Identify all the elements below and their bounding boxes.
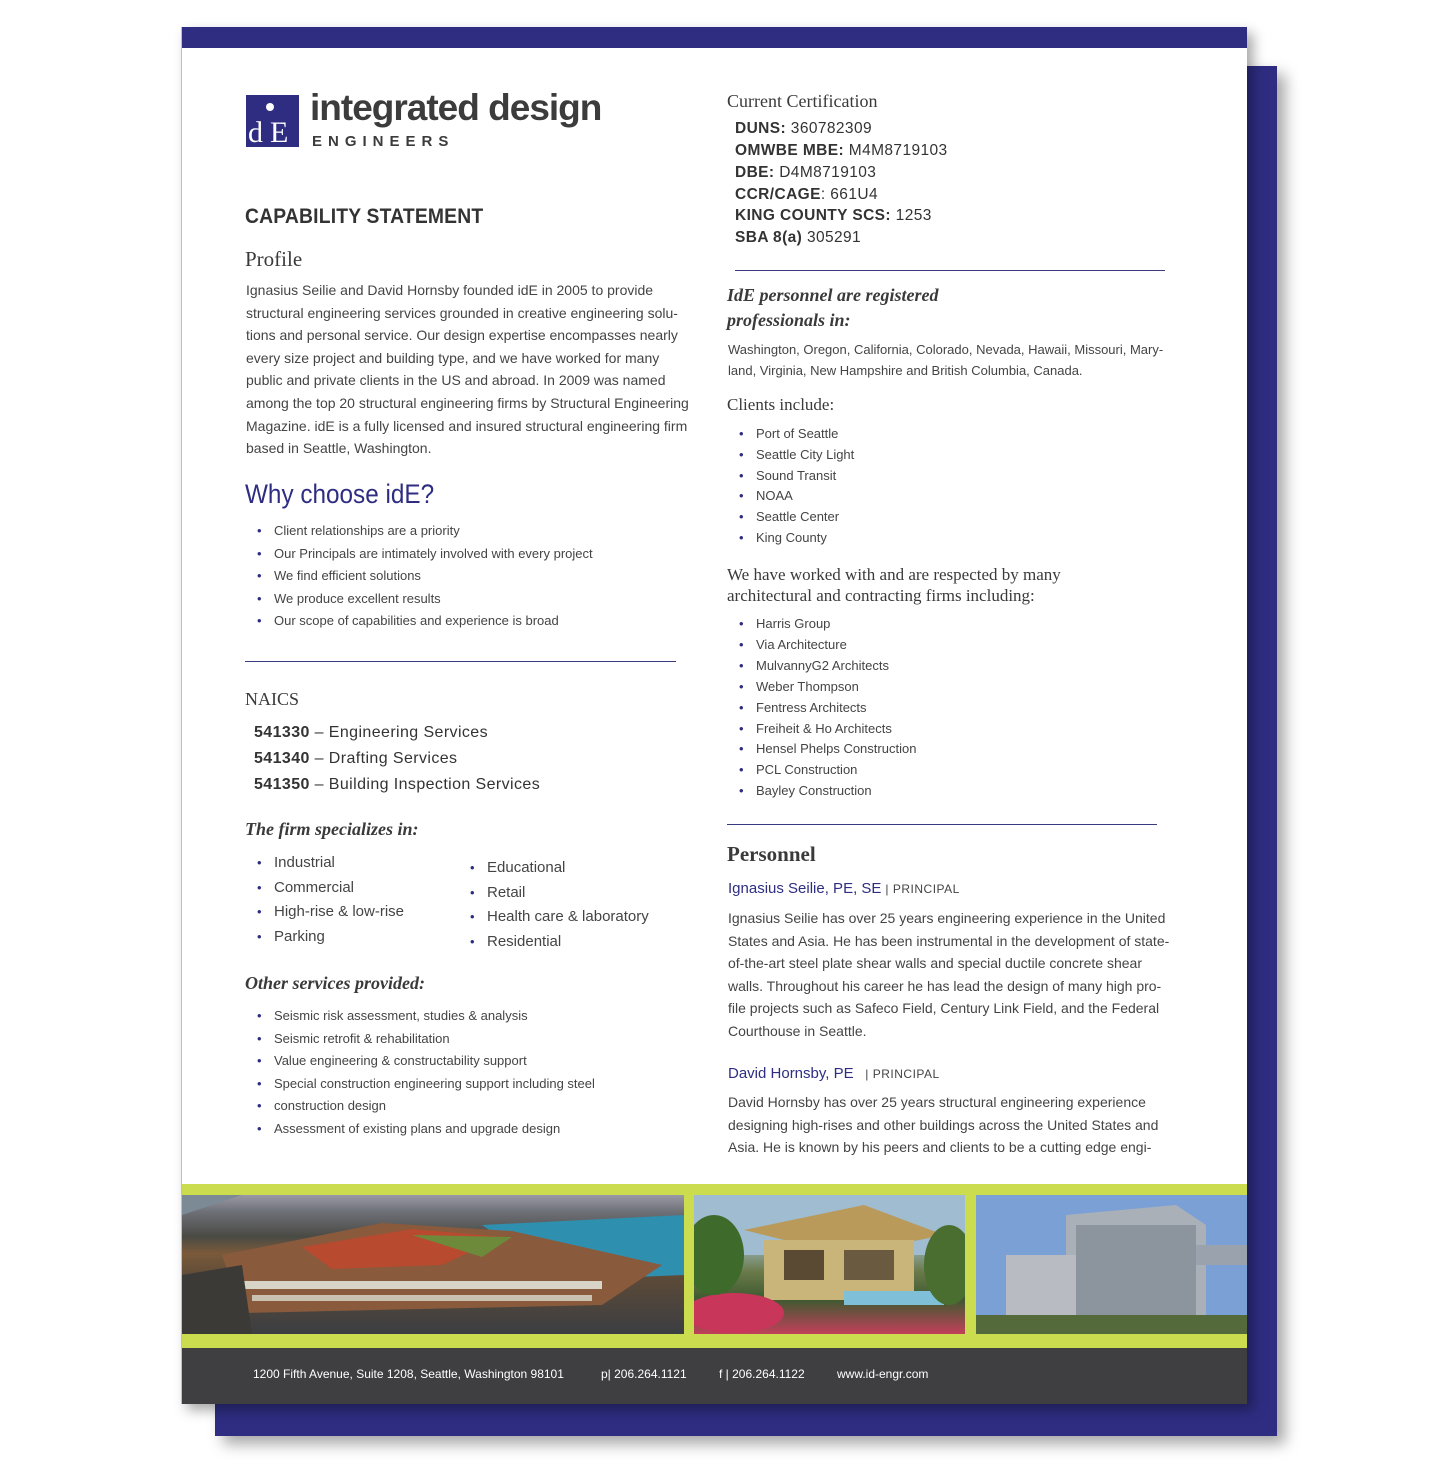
bio-line: Ignasius Seilie has over 25 years engineering experience in the United [728, 910, 1166, 926]
list-item: • King County [728, 528, 1028, 549]
person2-bio [728, 1091, 1158, 1159]
naics-code: 541340 [254, 750, 310, 767]
specializes-list-1 [246, 851, 446, 949]
list-item: • Seismic retrofit & rehabilitation [246, 1028, 686, 1051]
capability-statement-page [181, 27, 1247, 1404]
cert-row [735, 186, 878, 204]
list-item: • Value engineering & constructability support [246, 1050, 686, 1073]
bio-line: of-the-art steel plate shear walls and special ductile concrete shear [728, 955, 1142, 972]
cert-label: OMWBE MBE: [735, 142, 845, 159]
cert-value: 305291 [802, 229, 862, 246]
cert-row [735, 207, 932, 225]
svg-text:E: E [270, 116, 289, 147]
firms-heading [727, 565, 1061, 606]
list-item: • Via Architecture [728, 635, 1028, 656]
cert-row [735, 229, 861, 247]
cert-label: DBE: [735, 164, 775, 181]
list-item: • Seattle City Light [728, 445, 1028, 466]
person1-role: | PRINCIPAL [885, 882, 960, 896]
list-item: • Seattle Center [728, 507, 1028, 528]
naics-code: 541350 [254, 776, 310, 793]
naics-row [254, 776, 540, 794]
cert-row [735, 164, 876, 182]
profile-text [246, 279, 716, 460]
person1-header [728, 880, 960, 898]
footer-fax: f | 206.264.1122 [719, 1367, 805, 1381]
profile-line: among the top 20 structural engineering firms by Structural Engineering [246, 394, 689, 411]
svg-text:d: d [248, 116, 263, 147]
cert-label: DUNS: [735, 120, 787, 137]
naics-desc: – Engineering Services [314, 724, 488, 741]
person1-bio [728, 907, 1169, 1043]
list-item: • MulvannyG2 Architects [728, 656, 1028, 677]
convention-center-photo [182, 1195, 684, 1334]
list-item: • Educational [459, 856, 679, 881]
specializes-list-2 [459, 856, 679, 954]
profile-line: every size project and building type, and we have worked for many [246, 349, 660, 366]
bio-line: Asia. He is known by his peers and clients to be a cutting edge engi- [728, 1139, 1152, 1156]
naics-code: 541330 [254, 724, 310, 741]
clients-heading: Clients include: [727, 395, 835, 414]
cert-value: M4M8719103 [844, 142, 948, 159]
specializes-heading: The firm specializes in: [245, 819, 419, 839]
registered-heading [727, 283, 939, 333]
profile-line: Ignasius Seilie and David Hornsby founded idE in 2005 to provide [246, 282, 654, 298]
bio-line: designing high-rises and other buildings across the United States and [728, 1116, 1159, 1133]
divider [727, 824, 1157, 825]
list-item: • Fentress Architects [728, 698, 1028, 719]
capability-title: CAPABILITY STATEMENT [245, 205, 484, 228]
list-item: • Hensel Phelps Construction [728, 739, 1028, 760]
logo-mark-icon [246, 95, 299, 147]
logo-title: integrated design [310, 87, 602, 128]
list-item: • We produce excellent results [246, 588, 686, 611]
cert-label: CCR/CAGE [735, 186, 821, 203]
residence-photo [694, 1195, 965, 1334]
list-item: • Residential [459, 930, 679, 955]
list-item: • Port of Seattle [728, 424, 1028, 445]
list-item: • Retail [459, 881, 679, 906]
cert-label: KING COUNTY SCS: [735, 207, 891, 224]
list-item: • Client relationships are a priority [246, 520, 686, 543]
list-item: • Seismic risk assessment, studies & analysis [246, 1005, 686, 1028]
logo-subtitle: ENGINEERS [312, 133, 455, 150]
list-item: • Freiheit & Ho Architects [728, 719, 1028, 740]
list-item: • High-rise & low-rise [246, 900, 446, 925]
list-item: • Parking [246, 925, 446, 950]
certification-heading: Current Certification [727, 91, 878, 111]
cert-value: 1253 [890, 207, 932, 224]
list-item: • NOAA [728, 486, 1028, 507]
list-item: • Sound Transit [728, 466, 1028, 487]
profile-line: tions and personal service. Our design expertise encompasses nearly [246, 327, 678, 344]
person2-name: David Hornsby, PE [728, 1065, 854, 1082]
list-item: • Harris Group [728, 614, 1028, 635]
other-services-list [246, 1005, 686, 1141]
naics-heading: NAICS [245, 689, 300, 709]
list-item: • We find efficient solutions [246, 565, 686, 588]
registered-line: land, Virginia, New Hampshire and British Columbia, Canada. [728, 363, 1083, 378]
profile-line: public and private clients in the US and abroad. In 2009 was named [246, 372, 666, 389]
footer-phone: p| 206.264.1121 [601, 1367, 687, 1381]
firms-heading-line: We have worked with and are respected by many [727, 565, 1061, 584]
divider [245, 661, 676, 662]
bio-line: file projects such as Safeco Field, Century Link Field, and the Federal [728, 1000, 1160, 1017]
why-choose-list [246, 520, 686, 633]
naics-desc: – Drafting Services [314, 750, 458, 767]
list-item: • PCL Construction [728, 760, 1028, 781]
list-item: • Industrial [246, 851, 446, 876]
list-item-continued: • construction design [246, 1095, 686, 1118]
registered-heading-line: IdE personnel are registered [727, 285, 939, 305]
list-item: • Assessment of existing plans and upgrade design [246, 1118, 686, 1141]
registered-states [728, 339, 1163, 381]
list-item: • Health care & laboratory [459, 905, 679, 930]
footer-address: 1200 Fifth Avenue, Suite 1208, Seattle, Washington 98101 [253, 1367, 564, 1381]
bio-line: States and Asia. He has been instrumental in the development of state- [728, 932, 1170, 949]
cert-label: SBA 8(a) [735, 229, 803, 246]
hospital-building-photo [976, 1195, 1247, 1334]
top-accent-bar [182, 27, 1247, 48]
clients-list [728, 424, 1028, 549]
other-services-heading: Other services provided: [245, 973, 425, 993]
naics-row [254, 750, 457, 768]
footer-bar [182, 1348, 1247, 1404]
person2-header [728, 1065, 940, 1083]
cert-value: : 661U4 [820, 186, 878, 203]
firms-list [728, 614, 1028, 802]
footer-website-link[interactable]: www.id-engr.com [837, 1367, 929, 1381]
company-logo [246, 87, 606, 153]
bio-line: Courthouse in Seattle. [728, 1022, 867, 1039]
bio-line: David Hornsby has over 25 years structural engineering experience [728, 1094, 1146, 1110]
cert-row [735, 142, 948, 160]
why-choose-heading: Why choose idE? [245, 479, 435, 509]
list-item: • Commercial [246, 876, 446, 901]
registered-heading-line: professionals in: [727, 310, 851, 330]
naics-desc: – Building Inspection Services [314, 776, 541, 793]
profile-line: structural engineering services grounded in creative engineering solu- [246, 304, 678, 321]
divider [735, 270, 1165, 271]
registered-line: Washington, Oregon, California, Colorado, Nevada, Hawaii, Missouri, Mary- [728, 342, 1164, 357]
list-item: • Our Principals are intimately involved with every project [246, 543, 686, 566]
person1-name: Ignasius Seilie, PE, SE [728, 880, 882, 897]
list-item: • Weber Thompson [728, 677, 1028, 698]
bio-line: walls. Throughout his career he has lead the design of many high pro- [728, 977, 1162, 994]
cert-value: D4M8719103 [774, 164, 877, 181]
naics-row [254, 724, 488, 742]
list-item: • Special construction engineering support including steel [246, 1073, 686, 1096]
list-item: • Our scope of capabilities and experience is broad [246, 610, 686, 633]
cert-value: 360782309 [786, 120, 872, 137]
profile-heading: Profile [245, 247, 303, 271]
cert-row [735, 120, 872, 138]
profile-line: Magazine. idE is a fully licensed and insured structural engineering firm [246, 417, 688, 434]
personnel-heading: Personnel [727, 842, 816, 866]
list-item: • Bayley Construction [728, 781, 1028, 802]
profile-line: based in Seattle, Washington. [246, 440, 432, 457]
firms-heading-line: architectural and contracting firms including: [727, 585, 1035, 605]
person2-role: | PRINCIPAL [857, 1067, 940, 1081]
